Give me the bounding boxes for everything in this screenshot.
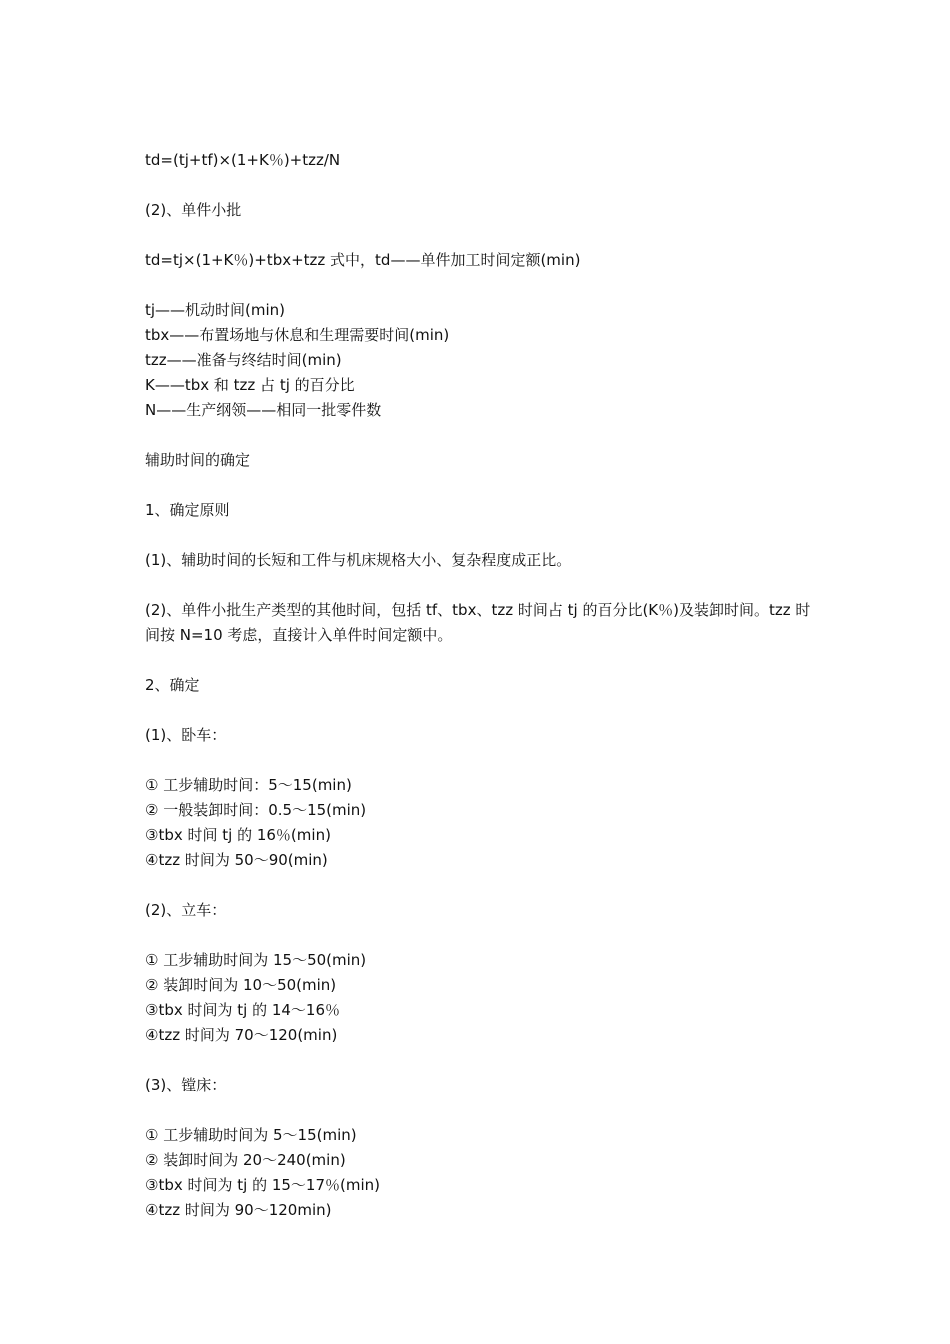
text-line: (2)、单件小批 — [145, 201, 242, 219]
list-item: ② 装卸时间为 20～240(min) — [145, 1151, 346, 1169]
list-item: ④tzz 时间为 90～120min) — [145, 1201, 332, 1219]
heading-boring-machine — [145, 1073, 825, 1098]
symbol-definitions — [145, 298, 825, 423]
text-line: (1)、卧车： — [145, 726, 227, 744]
heading-horizontal-lathe — [145, 723, 825, 748]
text-line: (3)、镗床： — [145, 1076, 227, 1094]
list-item: ② 装卸时间为 10～50(min) — [145, 976, 337, 994]
list-item: ① 工步辅助时间：5～15(min) — [145, 776, 352, 794]
definition-line: K——tbx 和 tzz 占 tj 的百分比 — [145, 376, 355, 394]
formula-mass-production — [145, 148, 825, 173]
list-boring-machine — [145, 1123, 825, 1223]
definition-line: tzz——准备与终结时间(min) — [145, 351, 342, 369]
text-line: 辅助时间的确定 — [145, 451, 251, 469]
heading-principles — [145, 498, 825, 523]
definition-line: tj——机动时间(min) — [145, 301, 286, 319]
text-line: 2、确定 — [145, 676, 200, 694]
list-item: ③tbx 时间 tj 的 16％(min) — [145, 826, 331, 844]
document-body — [145, 148, 825, 1248]
principle-1 — [145, 548, 825, 573]
text-line: td=(tj+tf)×(1+K％)+tzz/N — [145, 151, 341, 169]
formula-single-small-batch — [145, 248, 825, 273]
text-line: (1)、辅助时间的长短和工件与机床规格大小、复杂程度成正比。 — [145, 551, 572, 569]
list-item: ④tzz 时间为 50～90(min) — [145, 851, 328, 869]
section-heading-auxiliary-time — [145, 448, 825, 473]
heading-determination — [145, 673, 825, 698]
list-item: ② 一般装卸时间：0.5～15(min) — [145, 801, 367, 819]
list-horizontal-lathe — [145, 773, 825, 873]
text-line: (2)、单件小批生产类型的其他时间，包括 tf、tbx、tzz 时间占 tj 的百分比(K％)及装卸时间。tzz 时间按 N=10 考虑，直接计入单件时间定额中。 — [145, 601, 811, 644]
list-vertical-lathe — [145, 948, 825, 1048]
principle-2 — [145, 598, 825, 648]
definition-line: N——生产纲领——相同一批零件数 — [145, 401, 382, 419]
list-item: ① 工步辅助时间为 15～50(min) — [145, 951, 367, 969]
text-line: 1、确定原则 — [145, 501, 230, 519]
list-item: ③tbx 时间为 tj 的 14～16％ — [145, 1001, 341, 1019]
list-item: ① 工步辅助时间为 5～15(min) — [145, 1126, 357, 1144]
heading-vertical-lathe — [145, 898, 825, 923]
list-item: ③tbx 时间为 tj 的 15～17％(min) — [145, 1176, 381, 1194]
heading-single-small-batch — [145, 198, 825, 223]
text-line: (2)、立车： — [145, 901, 227, 919]
list-item: ④tzz 时间为 70～120(min) — [145, 1026, 338, 1044]
text-line: td=tj×(1+K％)+tbx+tzz 式中，td——单件加工时间定额(min) — [145, 251, 581, 269]
definition-line: tbx——布置场地与休息和生理需要时间(min) — [145, 326, 450, 344]
